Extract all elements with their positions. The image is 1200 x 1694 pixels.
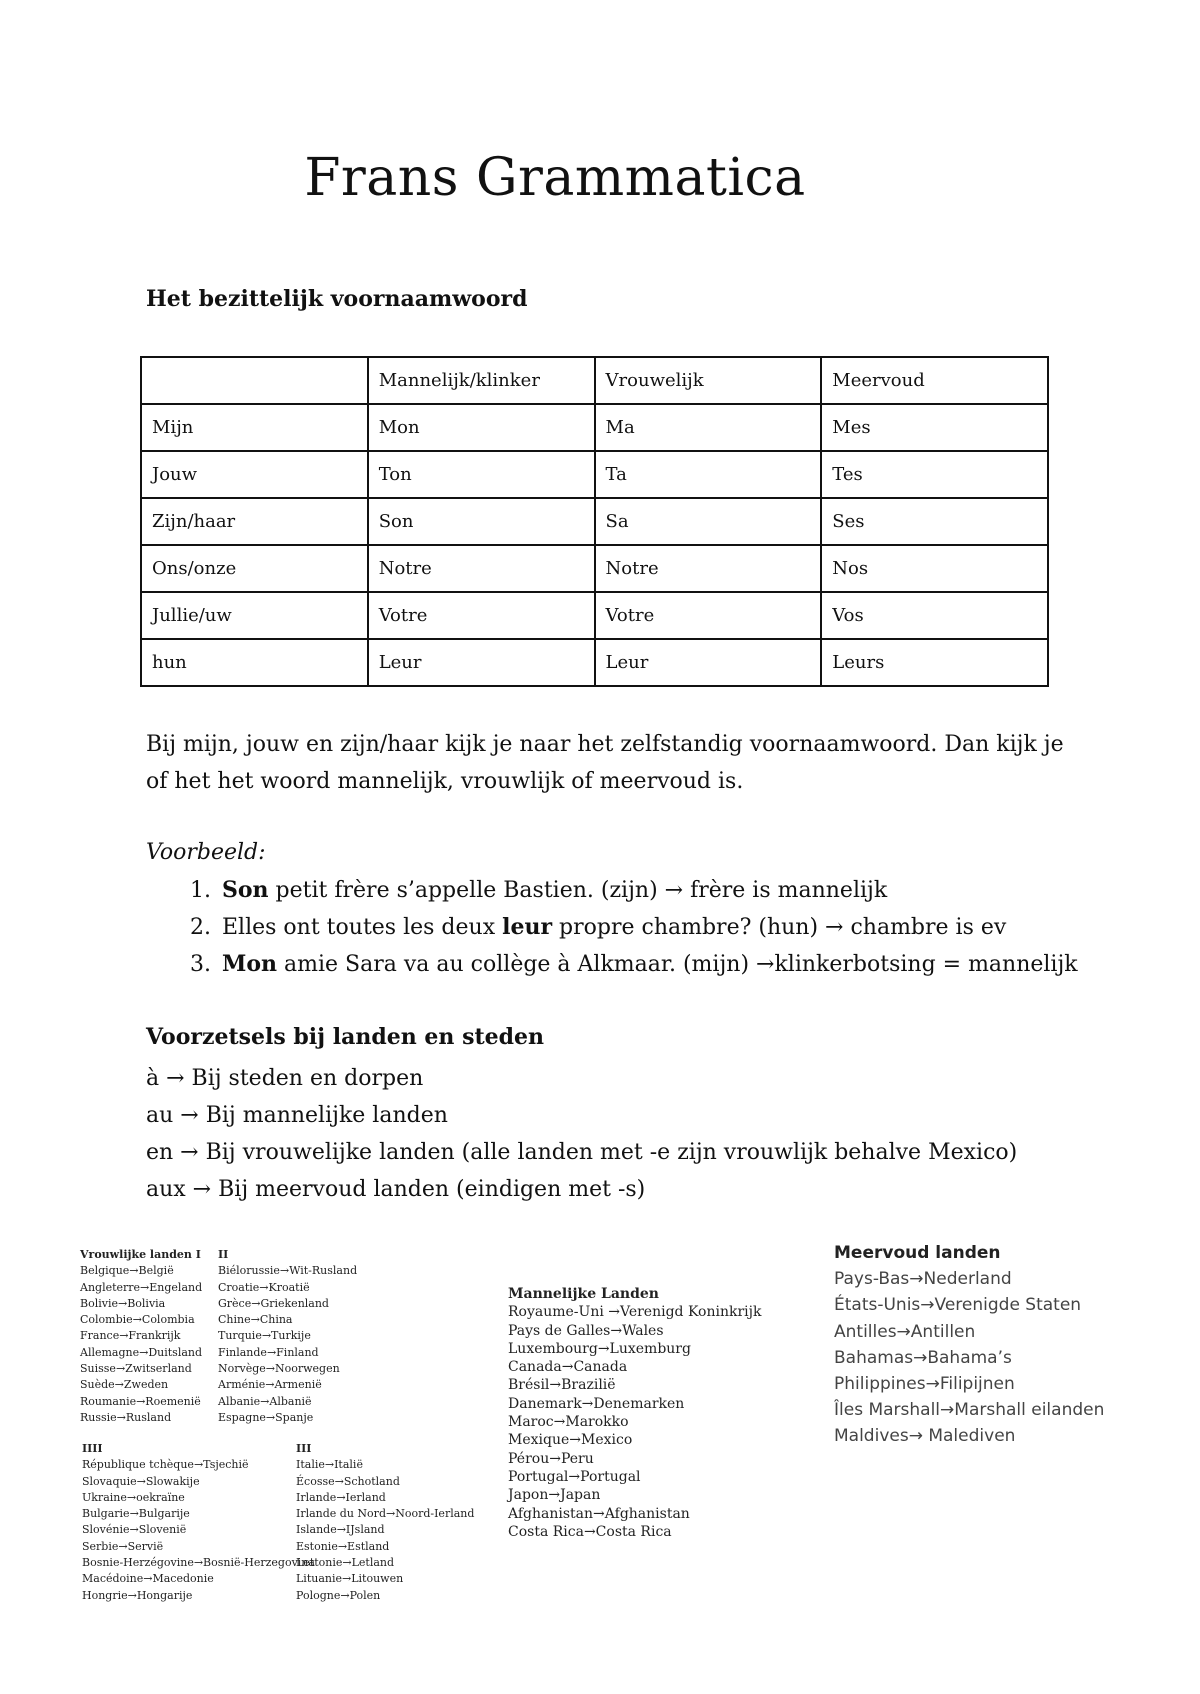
page-title: Frans Grammatica bbox=[304, 148, 806, 208]
explanation-text: Bij mijn, jouw en zijn/haar kijk je naar het zelfstandig voornaamwoord. Dan kijk je of het het woord mannelijk, vrouwlijk of meervoud is. bbox=[146, 732, 1064, 794]
table-header-cell: Mannelijk/klinker bbox=[368, 357, 595, 404]
country-item: Irlande→Ierland bbox=[296, 1490, 386, 1504]
country-item: Irlande du Nord→Noord-Ierland bbox=[296, 1507, 475, 1521]
country-item: Arménie→Armenië bbox=[218, 1378, 322, 1392]
table-cell: Sa bbox=[595, 498, 822, 545]
table-cell: Nos bbox=[821, 545, 1048, 592]
country-list-vrouwelijk-2 bbox=[218, 1247, 357, 1426]
country-item: Costa Rica→Costa Rica bbox=[508, 1523, 672, 1540]
country-list-vrouwelijk-1 bbox=[80, 1247, 202, 1426]
country-item: Bahamas→Bahama’s bbox=[834, 1347, 1012, 1368]
table-row bbox=[141, 498, 1048, 545]
table-row bbox=[141, 545, 1048, 592]
country-item: Slovénie→Slovenië bbox=[82, 1523, 187, 1537]
table-cell: Leur bbox=[368, 639, 595, 686]
country-item: République tchèque→Tsjechië bbox=[82, 1458, 249, 1472]
country-item: Serbie→Servië bbox=[82, 1539, 164, 1553]
example-list bbox=[146, 872, 1078, 983]
country-item: Pérou→Peru bbox=[508, 1450, 594, 1467]
table-cell: Mon bbox=[368, 404, 595, 451]
country-list-heading: Mannelijke Landen bbox=[508, 1286, 659, 1302]
example-bold: leur bbox=[502, 914, 553, 940]
country-list-vrouwelijk-4 bbox=[82, 1441, 315, 1604]
table-cell: Son bbox=[368, 498, 595, 545]
country-item: Grèce→Griekenland bbox=[218, 1296, 329, 1310]
country-item: Maroc→Marokko bbox=[508, 1414, 629, 1431]
country-item: Pologne→Polen bbox=[296, 1588, 381, 1602]
country-list-heading: IIII bbox=[82, 1442, 103, 1455]
country-item: Portugal→Portugal bbox=[508, 1468, 641, 1485]
country-item: Afghanistan→Afghanistan bbox=[508, 1505, 690, 1522]
table-header-cell: Vrouwelijk bbox=[595, 357, 822, 404]
table-cell: Ton bbox=[368, 451, 595, 498]
table-cell: Notre bbox=[368, 545, 595, 592]
country-item: Finlande→Finland bbox=[218, 1345, 319, 1359]
country-item: Japon→Japan bbox=[508, 1487, 601, 1504]
country-item: Lituanie→Litouwen bbox=[296, 1572, 404, 1586]
country-item: Italie→Italië bbox=[296, 1458, 363, 1472]
country-list-mannelijk bbox=[508, 1285, 761, 1541]
table-cell: Jullie/uw bbox=[141, 592, 368, 639]
table-row bbox=[141, 404, 1048, 451]
country-item: Angleterre→Engeland bbox=[80, 1280, 203, 1294]
table-row bbox=[141, 639, 1048, 686]
country-item: Antilles→Antillen bbox=[834, 1321, 976, 1342]
rule-line: en → Bij vrouwelijke landen (alle landen met -e zijn vrouwlijk behalve Mexico) bbox=[146, 1140, 1018, 1165]
section-heading-possessive: Het bezittelijk voornaamwoord bbox=[146, 286, 528, 312]
country-item: Suisse→Zwitserland bbox=[80, 1362, 192, 1376]
country-list-vrouwelijk-3 bbox=[296, 1441, 474, 1604]
country-item: Slovaquie→Slowakije bbox=[82, 1474, 200, 1488]
example-item bbox=[218, 946, 1078, 983]
table-cell: Mijn bbox=[141, 404, 368, 451]
country-item: Norvège→Noorwegen bbox=[218, 1362, 340, 1376]
country-list-meervoud bbox=[834, 1240, 1104, 1450]
country-item: Lettonie→Letland bbox=[296, 1556, 395, 1570]
preposition-rules bbox=[146, 1060, 1017, 1208]
example-pre: Elles ont toutes les deux bbox=[222, 915, 503, 940]
example-rest: petit frère s’appelle Bastien. (zijn) → frère is mannelijk bbox=[268, 878, 888, 903]
table-cell: Vos bbox=[821, 592, 1048, 639]
country-list-heading: Vrouwlijke landen I bbox=[80, 1248, 201, 1261]
country-item: Chine→China bbox=[218, 1313, 293, 1327]
country-item: Islande→IJsland bbox=[296, 1523, 385, 1537]
rule-line: aux → Bij meervoud landen (eindigen met -s) bbox=[146, 1177, 646, 1202]
country-item: Croatie→Kroatië bbox=[218, 1280, 310, 1294]
country-item: Biélorussie→Wit-Rusland bbox=[218, 1264, 358, 1278]
country-list-heading: Meervoud landen bbox=[834, 1243, 1001, 1263]
table-cell: Ta bbox=[595, 451, 822, 498]
country-item: Espagne→Spanje bbox=[218, 1410, 314, 1424]
table-cell: Notre bbox=[595, 545, 822, 592]
country-item: Turquie→Turkije bbox=[218, 1329, 311, 1343]
table-cell: Tes bbox=[821, 451, 1048, 498]
country-item: Écosse→Schotland bbox=[296, 1474, 400, 1488]
country-list-heading: II bbox=[218, 1248, 229, 1261]
rule-line: au → Bij mannelijke landen bbox=[146, 1103, 448, 1128]
country-list-heading: III bbox=[296, 1442, 312, 1455]
section-heading-prepositions: Voorzetsels bij landen en steden bbox=[146, 1024, 544, 1050]
country-item: France→Frankrijk bbox=[80, 1329, 181, 1343]
country-item: Suède→Zweden bbox=[80, 1378, 169, 1392]
country-item: Brésil→Brazilië bbox=[508, 1377, 616, 1394]
country-item: Allemagne→Duitsland bbox=[80, 1345, 203, 1359]
country-item: Mexique→Mexico bbox=[508, 1432, 633, 1449]
country-item: Estonie→Estland bbox=[296, 1539, 390, 1553]
country-item: Ukraine→oekraïne bbox=[82, 1490, 185, 1504]
country-item: Maldives→ Malediven bbox=[834, 1426, 1016, 1447]
country-item: Bulgarie→Bulgarije bbox=[82, 1507, 190, 1521]
table-cell: Leurs bbox=[821, 639, 1048, 686]
table-cell: hun bbox=[141, 639, 368, 686]
country-item: Royaume-Uni →Verenigd Koninkrijk bbox=[508, 1304, 762, 1321]
table-cell: Ons/onze bbox=[141, 545, 368, 592]
example-rest: propre chambre? (hun) → chambre is ev bbox=[552, 915, 1007, 940]
table-cell: Leur bbox=[595, 639, 822, 686]
table-row bbox=[141, 592, 1048, 639]
country-item: États-Unis→Verenigde Staten bbox=[834, 1295, 1082, 1316]
country-item: Macédoine→Macedonie bbox=[82, 1572, 214, 1586]
country-item: Bosnie-Herzégovine→Bosnië-Herzegovina bbox=[82, 1556, 315, 1570]
table-cell: Votre bbox=[368, 592, 595, 639]
country-item: Hongrie→Hongarije bbox=[82, 1588, 193, 1602]
example-bold: Mon bbox=[222, 951, 278, 977]
country-item: Îles Marshall→Marshall eilanden bbox=[834, 1400, 1105, 1421]
country-item: Pays-Bas→Nederland bbox=[834, 1269, 1012, 1290]
table-header-row bbox=[141, 357, 1048, 404]
table-cell: Zijn/haar bbox=[141, 498, 368, 545]
table-cell: Ma bbox=[595, 404, 822, 451]
table-row bbox=[141, 451, 1048, 498]
country-item: Russie→Rusland bbox=[80, 1410, 172, 1424]
possessive-table bbox=[140, 356, 1049, 687]
table-cell: Mes bbox=[821, 404, 1048, 451]
country-item: Bolivie→Bolivia bbox=[80, 1296, 166, 1310]
country-item: Canada→Canada bbox=[508, 1359, 628, 1376]
country-item: Pays de Galles→Wales bbox=[508, 1322, 664, 1339]
table-cell: Jouw bbox=[141, 451, 368, 498]
country-item: Roumanie→Roemenië bbox=[80, 1394, 201, 1408]
country-item: Colombie→Colombia bbox=[80, 1313, 195, 1327]
country-item: Danemark→Denemarken bbox=[508, 1395, 685, 1412]
example-item bbox=[218, 909, 1078, 946]
table-cell: Votre bbox=[595, 592, 822, 639]
table-header-cell bbox=[141, 357, 368, 404]
example-item bbox=[218, 872, 1078, 909]
example-rest: amie Sara va au collège à Alkmaar. (mijn) →klinkerbotsing = mannelijk bbox=[277, 952, 1078, 977]
country-item: Luxembourg→Luxemburg bbox=[508, 1340, 691, 1357]
table-header-cell: Meervoud bbox=[821, 357, 1048, 404]
country-item: Belgique→België bbox=[80, 1264, 174, 1278]
example-label: Voorbeeld: bbox=[146, 840, 266, 865]
rule-line: à → Bij steden en dorpen bbox=[146, 1066, 424, 1091]
table-cell: Ses bbox=[821, 498, 1048, 545]
country-item: Philippines→Filipijnen bbox=[834, 1374, 1015, 1395]
country-item: Albanie→Albanië bbox=[218, 1394, 312, 1408]
example-bold: Son bbox=[222, 877, 269, 903]
